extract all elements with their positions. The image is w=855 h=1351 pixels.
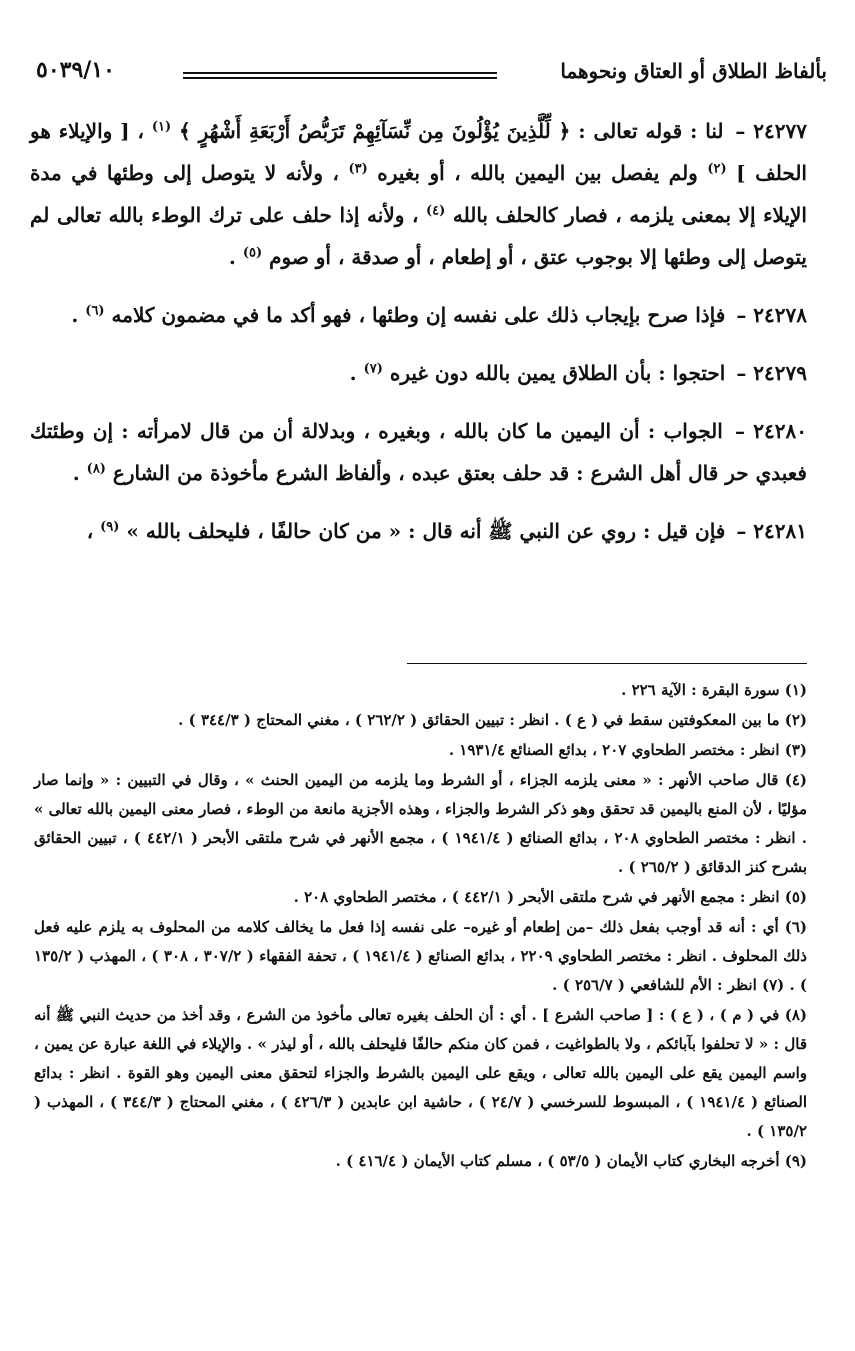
footnote-ref: (٧) bbox=[363, 361, 383, 377]
footnote-ref: (٣) bbox=[348, 161, 368, 177]
footnote-separator bbox=[407, 663, 807, 664]
header-title: بألفاظ الطلاق أو العتاق ونحوهما bbox=[560, 59, 827, 83]
footnote-ref: (٦) bbox=[85, 303, 105, 319]
paragraph-24277 bbox=[30, 110, 807, 278]
paragraph-text: ولم يفصل بين اليمين بالله ، أو بغيره bbox=[377, 161, 698, 185]
running-header bbox=[28, 55, 827, 95]
paragraph-text: ، [ والإيلاء هو الحلف ] bbox=[30, 119, 807, 185]
footnote-ref: (٢) bbox=[707, 161, 727, 177]
paragraph-text: فإن قيل : روي عن النبي ﷺ أنه قال : « من كان حالفًا ، فليحلف بالله » bbox=[126, 519, 726, 543]
footnote: (٩) أخرجه البخاري كتاب الأيمان ( ٥٣/٥ ) ، مسلم كتاب الأيمان ( ٤١٦/٤ ) . bbox=[335, 1152, 807, 1170]
paragraph-number: ٢٤٢٨٠ – bbox=[735, 419, 808, 443]
footnote-ref: (٤) bbox=[426, 203, 446, 219]
footnote: (٨) في ( م ) ، ( ع ) : [ صاحب الشرع ] . أي : أن الحلف بغيره تعالى مأخوذ من الشرع ، وقد أخذ من حديث النبي ﷺ أنه قال : « لا تحلفوا بآبائكم ، ولا بالطواغيت ، فمن كان منكم حالفًا فليحلف بالله ، أو ليذر » . والإيلاء في اللغة عبارة عن يمين ، واسم اليمين يقع على اليمين بالله تعالى ، ويقع على اليمين بالشرط والجزاء لتحقق معنى اليمين وهو القوة . انظر : بدائع الصنائع ( ١٩٤١/٤ ) ، المبسوط للسرخسي ( ٢٤/٧ ) ، حاشية ابن عابدين ( ٤٢٦/٣ ) ، مغني المحتاج ( ٣٤٤/٣ ) ، المهذب ( ١٣٥/٢ ) . bbox=[34, 1006, 807, 1140]
footnote: (١) سورة البقرة : الآية ٢٢٦ . bbox=[621, 681, 807, 699]
paragraph-number: ٢٤٢٨١ – bbox=[736, 519, 807, 543]
paragraph-text: . bbox=[349, 361, 357, 385]
footnote: (٥) انظر : مجمع الأنهر في شرح ملتقى الأبحر ( ٤٤٢/١ ) ، مختصر الطحاوي ٢٠٨ . bbox=[293, 888, 807, 906]
paragraph-text: الجواب : أن اليمين ما كان بالله ، وبغيره ، وبدلالة أن من قال لامرأته : إن وطئتك فعبدي حر قال أهل الشرع : قد حلف بعتق عبده ، وألفاظ الشرع مأخوذة من الشارع bbox=[30, 419, 807, 485]
page-number: ٥٠٣٩/١٠ bbox=[36, 57, 115, 83]
paragraph-text: ، ولأنه إذا حلف على ترك الوطء بالله تعالى لم يتوصل إلى وطئها إلا بوجوب عتق ، أو إطعام ، أو صدقة ، أو صوم bbox=[30, 203, 807, 269]
footnote-ref: (١) bbox=[151, 119, 172, 135]
paragraph-text: فإذا صرح بإيجاب ذلك على نفسه إن وطئها ، فهو أكد ما في مضمون كلامه bbox=[111, 303, 726, 327]
paragraph-number: ٢٤٢٧٧ – bbox=[735, 119, 807, 143]
paragraph-24279 bbox=[30, 352, 807, 394]
paragraph-text: ، bbox=[86, 519, 94, 543]
paragraph-24281 bbox=[30, 510, 807, 552]
main-text bbox=[30, 110, 807, 568]
header-double-rule bbox=[183, 72, 497, 79]
footnote-ref: (٥) bbox=[242, 245, 263, 261]
paragraph-text: احتجوا : بأن الطلاق يمين بالله دون غيره bbox=[389, 361, 726, 385]
paragraph-text: . bbox=[228, 245, 236, 269]
paragraph-24280 bbox=[30, 410, 807, 494]
paragraph-24278 bbox=[30, 294, 807, 336]
footnote: (٦) أي : أنه قد أوجب بفعل ذلك –من إطعام أو غيره– على نفسه إذا فعل ما يخالف كلامه من المحلوف به يلزم عليه فعل ذلك المحلوف . انظر : مختصر الطحاوي ٢٢٠٩ ، بدائع الصنائع ( ١٩٤١/٤ ) ، تحفة الفقهاء ( ٣٠٧/٢ ، ٣٠٨ ) ، المهذب ( ١٣٥/٢ ) . (٧) انظر : الأم للشافعي ( ٢٥٦/٧ ) . bbox=[34, 918, 807, 994]
paragraph-number: ٢٤٢٧٩ – bbox=[736, 361, 807, 385]
footnotes bbox=[34, 676, 807, 1177]
footnote-ref: (٩) bbox=[100, 519, 120, 535]
paragraph-text: لنا : قوله تعالى : ﴿ لِّلَّذِينَ يُؤْلُونَ مِن نِّسَآئِهِمْ تَرَبُّصُ أَرْبَعَةِ أَشْهُرٍ ﴾ bbox=[179, 119, 724, 143]
paragraph-text: . bbox=[72, 461, 80, 485]
footnote-ref: (٨) bbox=[86, 461, 106, 477]
footnote: (٤) قال صاحب الأنهر : « معنى يلزمه الجزاء ، أو الشرط وما يلزمه من اليمين الحنث » ، وقال في التبيين : « وإنما صار مؤليًا ، لأن المنع باليمين قد تحقق وهو ذكر الشرط والجزاء ، وهذه الأجزية مانعة من الوطء ، فصار معنى اليمين بالله تعالى » . انظر : مختصر الطحاوي ٢٠٨ ، بدائع الصنائع ( ١٩٤١/٤ ) ، مجمع الأنهر في شرح ملتقى الأبحر ( ٤٤٢/١ ) ، تبيين الحقائق بشرح كنز الدقائق ( ٢٦٥/٢ ) . bbox=[34, 771, 807, 876]
paragraph-number: ٢٤٢٧٨ – bbox=[736, 303, 807, 327]
paragraph-text: ، ولأنه لا يتوصل إلى وطئها في مدة الإيلاء إلا بمعنى يلزمه ، فصار كالحلف بالله bbox=[30, 161, 807, 227]
paragraph-text: . bbox=[71, 303, 79, 327]
footnote: (٢) ما بين المعكوفتين سقط في ( ع ) . انظر : تبيين الحقائق ( ٢٦٢/٢ ) ، مغني المحتاج ( ٣٤٤/٣ ) . bbox=[178, 711, 807, 729]
footnote: (٣) انظر : مختصر الطحاوي ٢٠٧ ، بدائع الصنائع ١٩٣١/٤ . bbox=[448, 741, 807, 759]
